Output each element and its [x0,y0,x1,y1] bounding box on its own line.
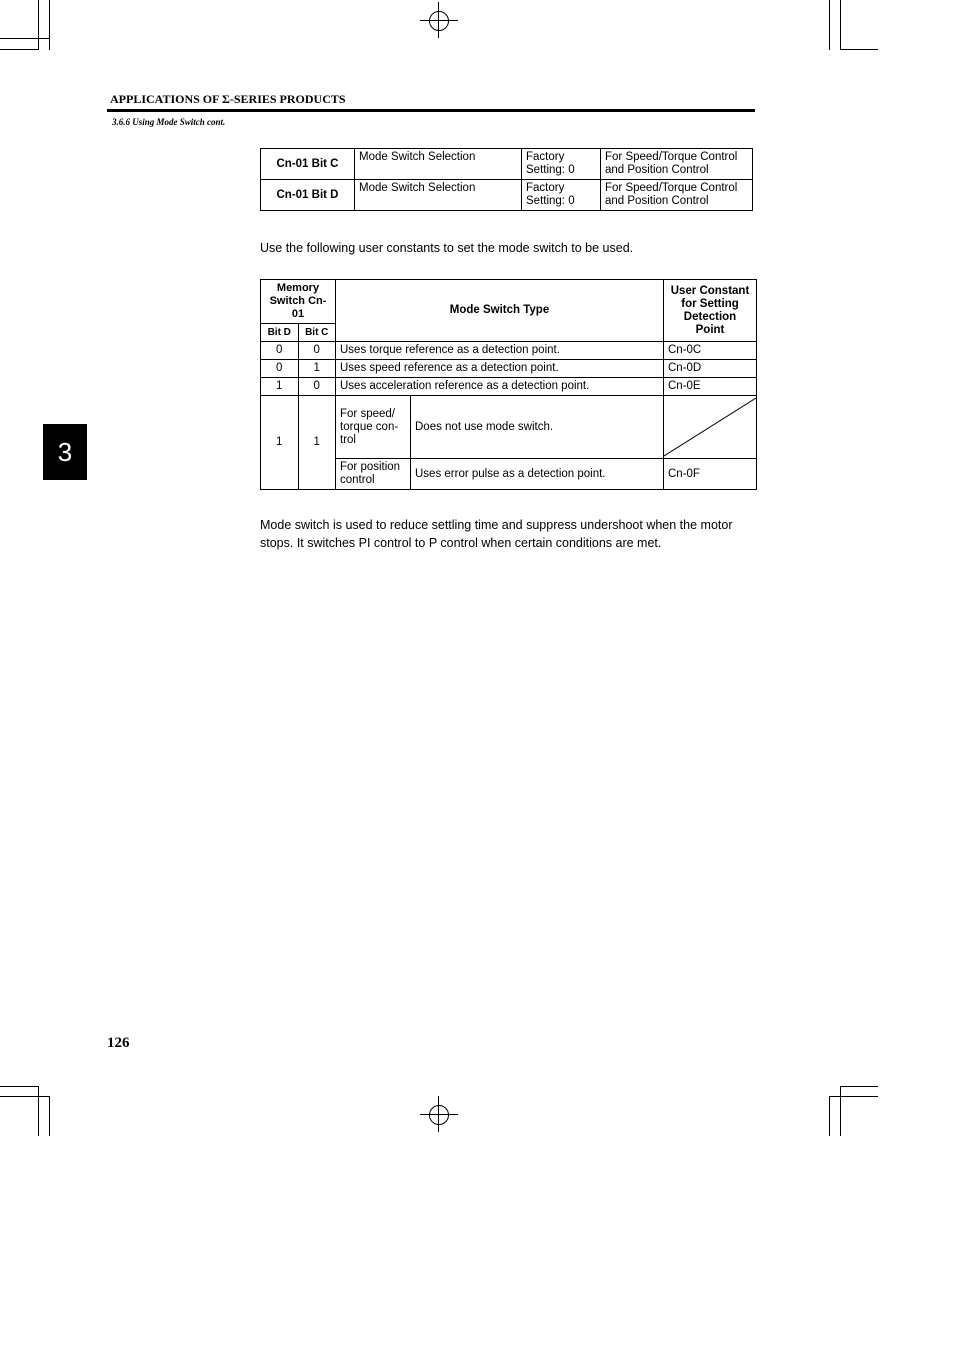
closing-paragraph: Mode switch is used to reduce settling time and suppress undershoot when the motor stops. It switches PI control to P control when certain conditions are met. [260,518,733,550]
table-row [261,180,753,211]
constant-cell: Cn-0E [664,378,757,396]
bit-d-cell: 1 [261,378,299,396]
mode-switch-type-header: Mode Switch Type [336,280,664,342]
table-row [261,342,757,360]
diagonal-slash-icon [664,396,756,458]
parameter-cell: Cn-01 Bit C [261,149,355,180]
bit-d-header: Bit D [261,324,299,342]
name-cell: Mode Switch Selection [355,180,522,211]
page-header-title: APPLICATIONS OF Σ-SERIES PRODUCTS [110,92,346,106]
header-rule [107,109,755,112]
table-row [261,459,757,490]
not-applicable-cell [664,396,757,459]
type-cell: Uses acceleration reference as a detection point. [336,378,664,396]
table-row [261,149,753,180]
type-cell: Uses torque reference as a detection point. [336,342,664,360]
control-type-cell: For position control [336,459,411,490]
user-constant-header: User Constant for Setting Detection Point [664,280,757,342]
factory-cell: Factory Setting: 0 [522,149,601,180]
table-row [261,360,757,378]
memory-switch-header: Memory Switch Cn-01 [261,280,336,324]
bit-c-cell: 0 [298,342,336,360]
type-cell: Uses error pulse as a detection point. [411,459,664,490]
bit-d-cell: 0 [261,342,299,360]
page-number: 126 [107,1035,130,1051]
control-type-cell: For speed/ torque con- trol [336,396,411,459]
constant-cell: Cn-0F [664,459,757,490]
bit-d-cell: 1 [261,396,299,490]
type-cell: Uses speed reference as a detection point. [336,360,664,378]
bit-c-cell: 1 [298,396,336,490]
chapter-tab: 3 [43,424,87,480]
mode-switch-type-table [260,279,757,490]
bit-d-cell: 0 [261,360,299,378]
parameter-cell: Cn-01 Bit D [261,180,355,211]
control-cell: For Speed/Torque Control and Position Control [601,180,753,211]
factory-cell: Factory Setting: 0 [522,180,601,211]
intro-paragraph: Use the following user constants to set the mode switch to be used. [260,241,634,255]
table-row [261,396,757,459]
constant-cell: Cn-0C [664,342,757,360]
section-subheader: 3.6.6 Using Mode Switch cont. [112,117,226,127]
mode-switch-settings-table [260,148,753,211]
constant-cell: Cn-0D [664,360,757,378]
bit-c-cell: 0 [298,378,336,396]
header-row [261,280,757,324]
control-cell: For Speed/Torque Control and Position Control [601,149,753,180]
bit-c-header: Bit C [298,324,336,342]
table-row [261,378,757,396]
type-cell: Does not use mode switch. [411,396,664,459]
name-cell: Mode Switch Selection [355,149,522,180]
bit-c-cell: 1 [298,360,336,378]
